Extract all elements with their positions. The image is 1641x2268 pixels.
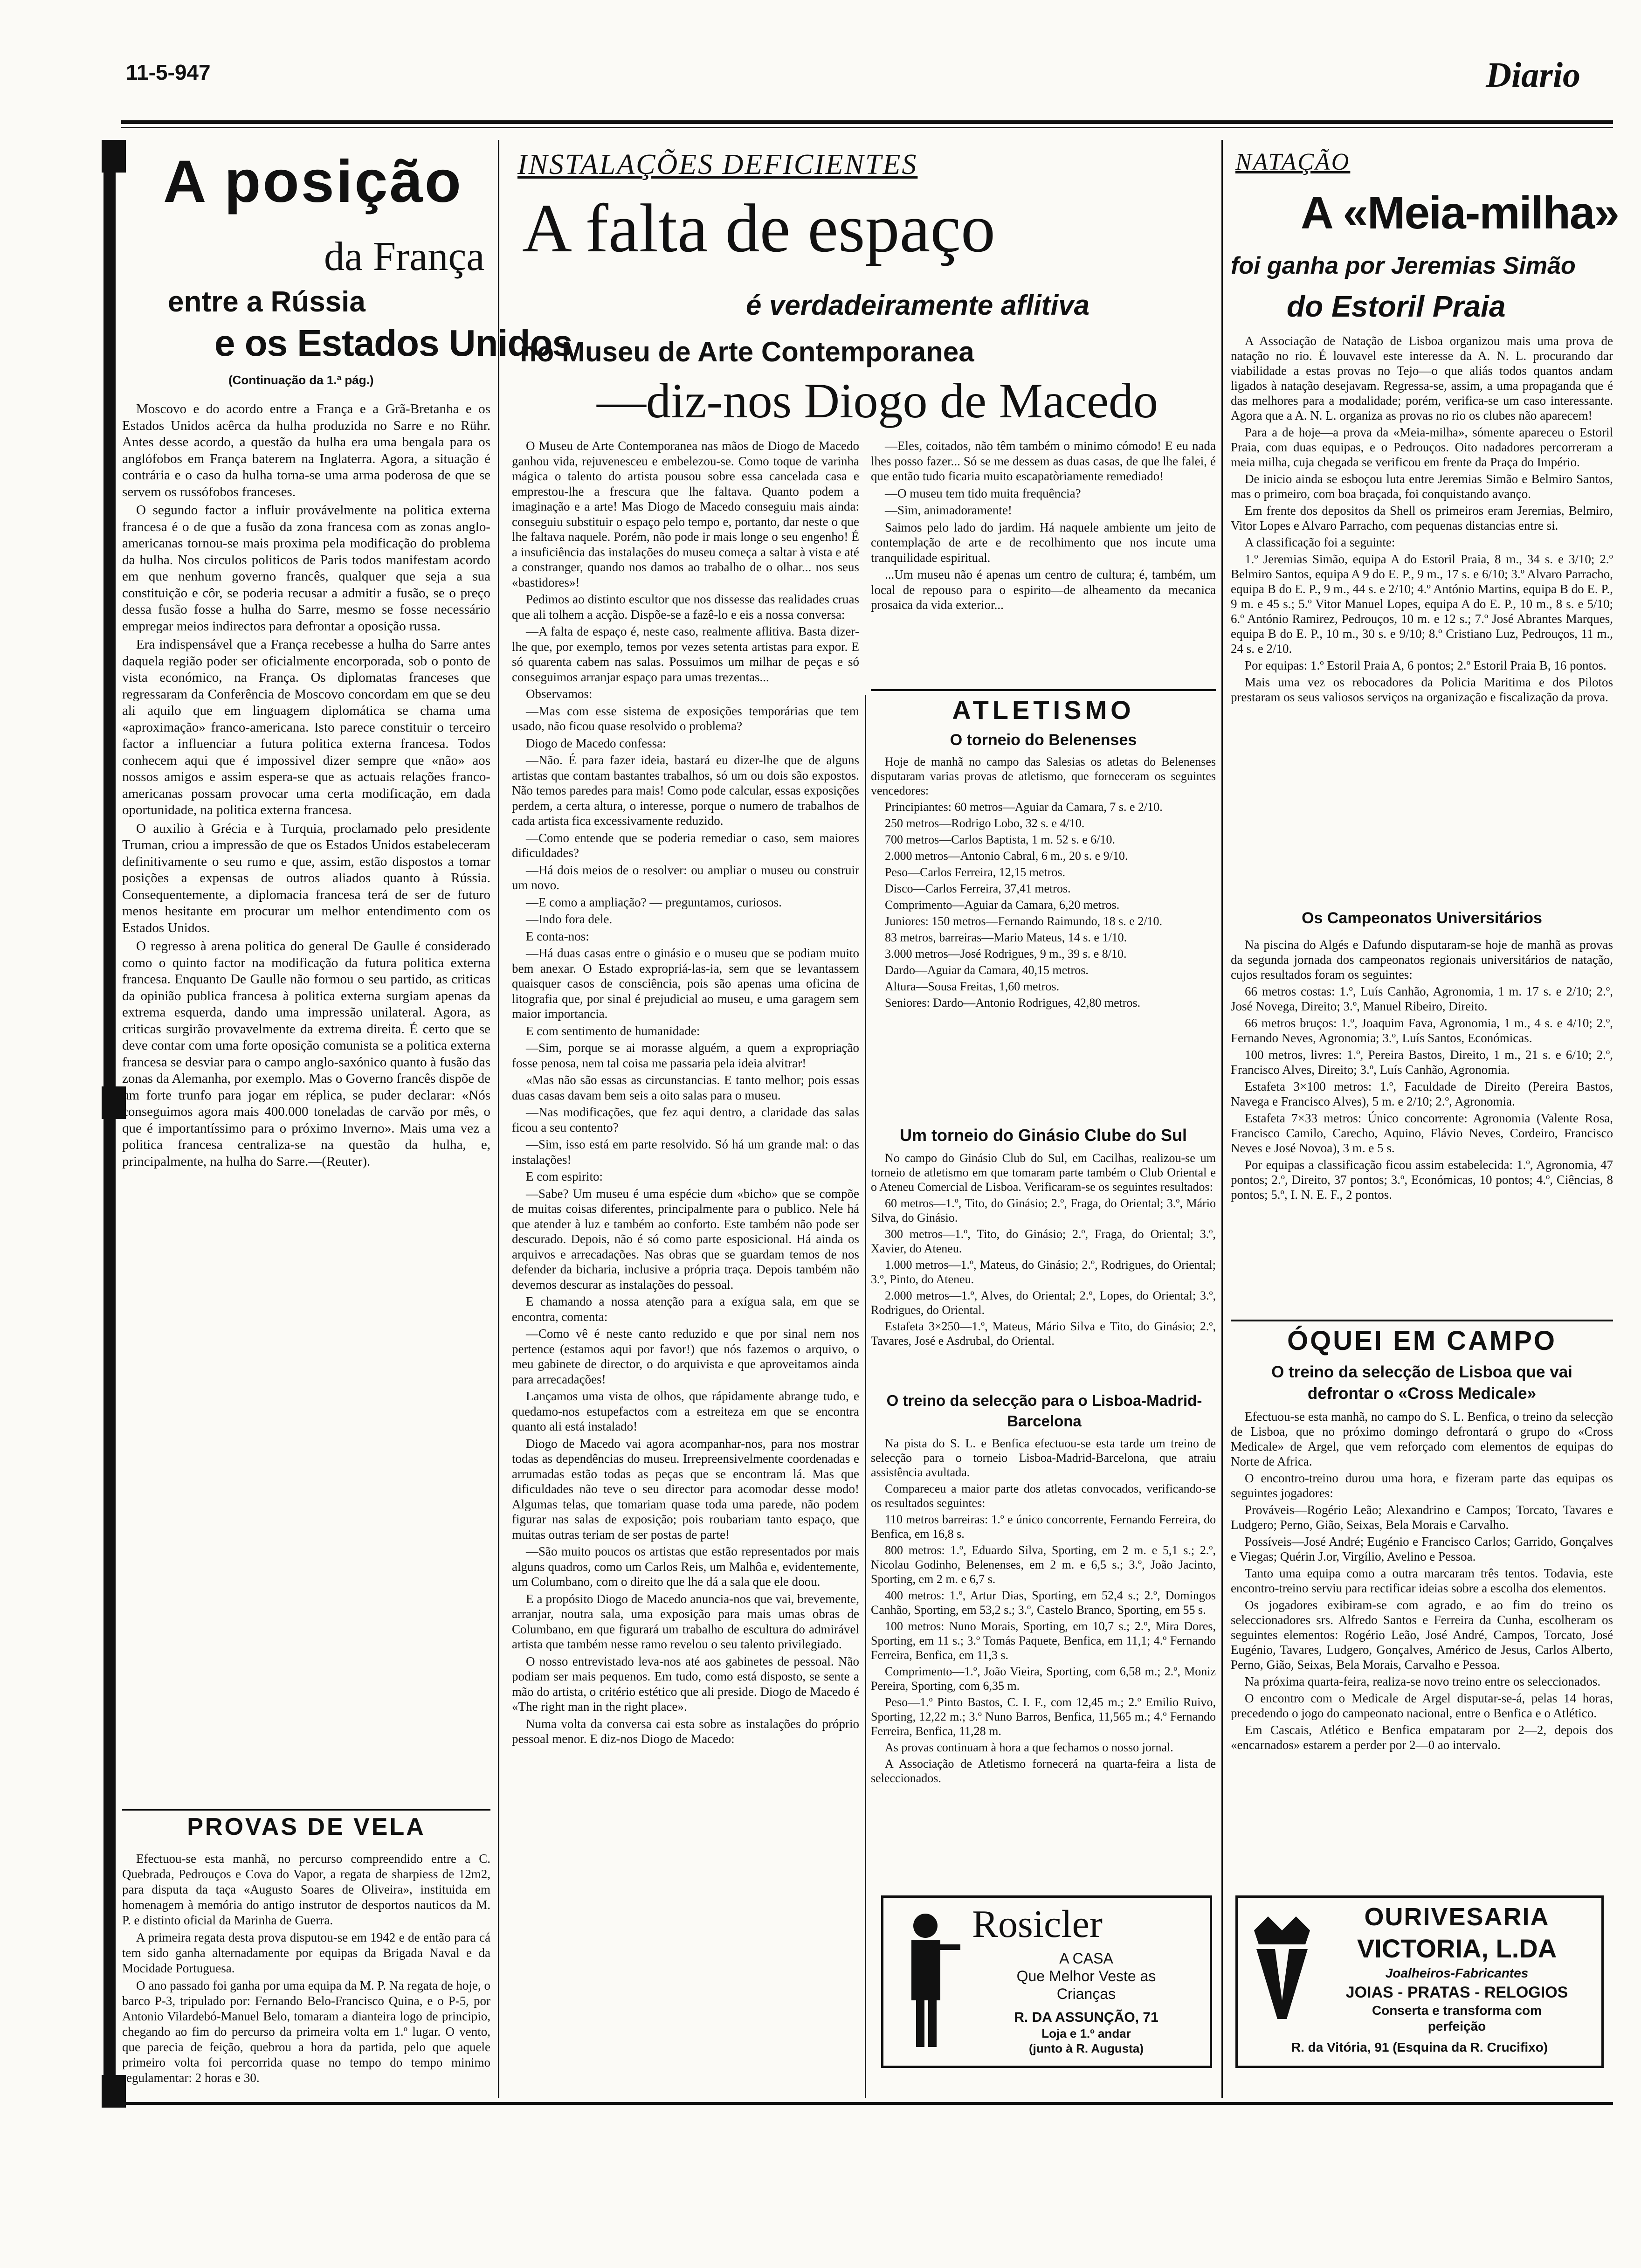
atletismo-paragraph: 3.000 metros—José Rodrigues, 9 m., 39 s. e 8/10. [885,947,1127,961]
atletismo-paragraph: Na pista do S. L. e Benfica efectuou-se esta tarde um treino de selecção para o torneio Lisboa-Madrid-Barcelona, que atraiu assistência avultada. [871,1437,1216,1479]
france-paragraph: O auxilio à Grécia e à Turquia, proclamado pelo presidente Truman, criou a impressão de que os Estados Unidos estabeleceram definitivamente o seu rumo e que, assim, estão dispostos a tomar posições a expensas de outros aliados quanto à Rússia. Consequentemente, a diplomacia francesa terá de ser de futuro menos hesitante em procurar um melhor entendimento com os Estados Unidos. [122,821,490,935]
natacao-subtitle-universitarios: Os Campeonatos Universitários [1302,909,1542,927]
atletismo-paragraph: Disco—Carlos Ferreira, 37,41 metros. [885,882,1071,895]
vela-paragraph: O ano passado foi ganha por uma equipa da M. P. Na regata de hoje, o barco P-3, tripulado por: Fernando Belo-Francisco Quina, e o P-5, por Antonio Vilardebó-Manuel Belo, tomaram a dianteira logo de principio, chegando ao fim do percurso da primeira volta em 1.º lugar. O vento, que parecia de feição, quebrou a hora da partida, pelo que aquele primeiro volta foi percorrida quase no tempo do tempo minimo regulamentar: 2 horas e 30. [122,1978,490,2085]
vela-paragraph: Efectuou-se esta manhã, no percurso compreendido entre a C. Quebrada, Pedrouços e Cova do Vapor, a regata de sharpiess de 12m2, para disputa da taça «Augusto Soares de Oliveira», instituida em homenagem à memória do antigo instrutor de desportos nauticos da M. P. e distinto oficial da Marinha de Guerra. [122,1852,490,1927]
museu-paragraph: ...Um museu não é apenas um centro de cultura; é, também, um local de repouso para o espirito—de alheamento da mecanica prosaica da vida exterior... [871,567,1216,612]
victoria-line6: perfeição [1427,2019,1486,2033]
rosicler-name: Rosicler [972,1902,1103,1946]
atletismo-paragraph: Comprimento—Aguiar da Camara, 6,20 metros. [885,898,1120,912]
natacao-paragraph: 66 metros costas: 1.º, Luís Canhão, Agronomia, 1 m. 17 s. e 2/10; 2.º, José Novega, Direito; 3.º, Manuel Ribeiro, Direito. [1231,984,1613,1013]
natacao-paragraph: Para a de hoje—a prova da «Meia-milha», sómente apareceu o Estoril Praia, com duas equipas, e o Pedrouços. Oito nadadores percorreram a meia milha, cuja chegada se verificou em frente da Praça do Império. [1231,425,1613,469]
atletismo-paragraph: Seniores: Dardo—Antonio Rodrigues, 42,80 metros. [885,996,1141,1010]
museu-paragraph: E a propósito Diogo de Macedo anuncia-nos que vai, brevemente, arranjar, noutra sala, uma exposição para mais umas obras de Columbano, em que figurará um trabalho de escultura do admirável artista que também nesse ramo revelou o seu talento privilegiado. [512,1591,859,1651]
atletismo-rule [871,689,1216,691]
victoria-line3: Joalheiros-Fabricantes [1385,1966,1529,1980]
margin-marker-top [102,140,126,173]
museu-paragraph: O nosso entrevistado leva-nos até aos gabinetes de pessoal. Não podiam ser mais pequenos. Em tudo, como está disposto, se sente a mão do artista, o critério estético que ali preside. Diogo de Macedo é «The right man in the right place». [512,1654,859,1714]
oquei-title: ÓQUEI EM CAMPO [1287,1326,1557,1356]
atletismo-paragraph: 110 metros barreiras: 1.º e único concorrente, Fernando Ferreira, do Benfica, em 16,8 s. [871,1513,1216,1541]
atletismo-paragraph: Dardo—Aguiar da Camara, 40,15 metros. [885,963,1089,977]
france-title-1: A posição [163,148,463,215]
victoria-line5: Conserta e transforma com [1372,2003,1542,2018]
top-rule [121,120,1613,124]
museu-paragraph: —Como entende que se poderia remediar o caso, sem maiores dificuldades? [512,830,859,860]
natacao-subtitle-2: do Estoril Praia [1287,290,1506,323]
atletismo-subtitle: O torneio do Belenenses [950,731,1137,749]
atletismo-paragraph: As provas continuam à hora a que fechamos o nosso jornal. [885,1741,1173,1754]
natacao-paragraph: Em frente dos depositos da Shell os primeiros eram Jeremias, Belmiro, Vitor Lopes e Alvaro Parracho, com pequenas distancias entre si. [1231,504,1613,532]
museu-paragraph: —A falta de espaço é, neste caso, realmente aflitiva. Basta dizer-lhe que, por exemplo, temos por vezes setenta artistas para expor. E só quarenta cabem nas salas. Possuimos um milhar de peças e só conseguimos arranjar espaço para umas trezentas... [512,624,859,684]
oquei-body [1231,1409,1613,1889]
top-rule-thin [121,127,1613,128]
atletismo-paragraph: 1.000 metros—1.º, Mateus, do Ginásio; 2.º, Rodrigues, do Oriental; 3.º, Pinto, do Ateneu. [871,1258,1216,1286]
masthead: Diario [1486,55,1580,95]
natacao-paragraph: De inicio ainda se esboçou luta entre Jeremias Simão e Belmiro Santos, mas o primeiro, com boa braçada, foi conquistando avanço. [1231,472,1613,501]
natacao-body [1231,333,1613,902]
tailor-figure-icon [893,1907,963,2056]
atletismo-title: ATLETISMO [952,695,1135,725]
atletismo-paragraph: Comprimento—1.º, João Vieira, Sporting, com 6,58 m.; 2.º, Moniz Pereira, Sporting, com 6,35 m. [871,1665,1216,1693]
atletismo-paragraph: 2.000 metros—Antonio Cabral, 6 m., 20 s. e 9/10. [885,849,1128,863]
museu-paragraph: —O museu tem tido muita frequência? [885,486,1081,500]
oquei-paragraph: Os jogadores exibiram-se com agrado, e ao fim do treino os seleccionadores srs. Alfredo Santos e Ferreira da Cunha, escolheram os seguintes elementos: Rogério Leão, José André, Campos, Torcato, José Eugénio, Tavares, Ludgero, Gonçalves, Américo de Jesus, Carlos Alberto, Perno, Gião, Seixas, Bela Morais, Carvalho e Pessoa. [1231,1598,1613,1672]
museu-paragraph: —Como vê é neste canto reduzido e que por sinal nem nos pertence (estamos aqui por favor!) que nós fazemos o arquivo, o meu gabinete de director, o do arquivista e que aproveitamos ainda para arrecadações! [512,1327,859,1386]
atletismo-paragraph: Peso—Carlos Ferreira, 12,15 metros. [885,865,1066,879]
france-paragraph: O segundo factor a influir provávelmente na politica externa francesa é o de que a fusão da zona francesa com as zonas anglo-americanas tornou-se mais proxima pela modificação do problema da hulha. Nos circulos politicos de Paris todos manifestam acordo em que nenhum governo francês, qualquer que seja a sua constituição e côr, se poderia recusar a admitir a fusão, se o preço dessa fusão fosse a hulha do Sarre, mesmo se fosse necessário empregar meios indirectos para defrontar a oposição russa. [122,503,490,634]
victoria-ad[interactable] [1235,1895,1604,2068]
atletismo-paragraph: Hoje de manhã no campo das Salesias os atletas do Belenenses disputaram varias provas de atletismo, que forneceram os seguintes vencedores: [871,755,1216,797]
natacao-body-2 [1231,937,1613,1310]
museu-paragraph: —Indo fora dele. [526,912,613,926]
museu-paragraph: E conta-nos: [526,929,589,943]
oquei-rule [1231,1320,1613,1321]
museu-paragraph: Diogo de Macedo vai agora acompanhar-nos, para nos mostrar todas as dependências do museu. Irrepreensivelmente coordenadas e arrumadas estão todas as peças que se encontram lá. Mas que dificuldades não teve o seu director para acomodar desse modo! Algumas telas, que tomariam quase toda uma parede, não podem figurar nas salas de exposição; pois roubariam tanto espaço, que muitas outras teriam de ser postas de parte! [512,1436,859,1542]
left-margin-bar [103,154,116,2103]
atletismo-paragraph: Juniores: 150 metros—Fernando Raimundo, 18 s. e 2/10. [885,914,1163,928]
atletismo-body-2 [871,1151,1216,1384]
oquei-paragraph: Prováveis—Rogério Leão; Alexandrino e Campos; Torcato, Tavares e Ludgero; Perno, Gião, Seixas, Bela Morais e Carvalho. [1231,1503,1613,1532]
museu-paragraph: Diogo de Macedo confessa: [526,736,666,750]
natacao-title: A «Meia-milha» [1301,187,1619,238]
atletismo-paragraph: 700 metros—Carlos Baptista, 1 m. 52 s. e 6/10. [885,833,1115,846]
rosicler-line1: A CASA [1059,1950,1113,1967]
oquei-paragraph: Possíveis—José André; Eugénio e Francisco Carlos; Garrido, Gonçalves e Viegas; Quérin J.or, Virgílio, Avelino e Pessoa. [1231,1535,1613,1563]
museu-paragraph: —E como a ampliação? — preguntamos, curiosos. [526,895,782,909]
column-rule-3 [1221,140,1223,2098]
oquei-paragraph: O encontro-treino durou uma hora, e fizeram parte das equipas os seguintes jogadores: [1231,1471,1613,1500]
atletismo-paragraph: 300 metros—1.º, Tito, do Ginásio; 2.º, Fraga, do Oriental; 3.º, Xavier, do Ateneu. [871,1227,1216,1255]
museu-paragraph: —São muito poucos os artistas que estão representados por mais alguns quadros, como um Carlos Reis, um Malhôa e, evidentemente, um Columbano, com o direito que lhe dá a sala que ele doou. [512,1544,859,1589]
museu-paragraph: —Não. É para fazer ideia, bastará eu dizer-lhe que de alguns artistas que contam bastantes trabalhos, só um ou dois são expostos. Não temos paredes para mais! Como pode calcular, essas exposições perdem, a certa altura, o interesse, porque o numero de trabalhos de cada artista fica excessivamente reduzido. [512,753,859,828]
atletismo-paragraph: 250 metros—Rodrigo Lobo, 32 s. e 4/10. [885,816,1085,830]
museu-paragraph: —Eles, coitados, não têm também o minimo cómodo! E eu nada lhes posso fazer... Só se me dessem as duas casas, de que lhe falei, é que então tudo ficaria muito escapatòriamente remediado! [871,439,1216,483]
france-body [122,401,490,1800]
natacao-paragraph: Estafeta 7×33 metros: Único concorrente: Agronomia (Valente Rosa, Francisco Camilo, Carecho, Aquino, Flávio Neves, Cordeiro, Francisco Neves e José Novoa), 3 m. e 5 s. [1231,1111,1613,1155]
natacao-paragraph: Por equipas a classificação ficou assim estabelecida: 1.º, Agronomia, 47 pontos; 2.º, Direito, 37 pontos; 3.º, Económicas, 10 pontos; 4.º, Ciências, 8 pontos; 5.º, I. N. E. F., 2 pontos. [1231,1158,1613,1202]
museu-paragraph: Lançamos uma vista de olhos, que rápidamente abrange tudo, e quedamo-nos estupefactos com a estreiteza em que se encontra quanto ali está instalado! [512,1389,859,1433]
museu-paragraph: «Mas não são essas as circunstancias. E tanto melhor; pois essas duas casas davam bem seis a oito salas para o museu. [512,1073,859,1102]
rosicler-line2: Que Melhor Veste as [1016,1968,1156,1984]
rosicler-address1: R. DA ASSUNÇÃO, 71 [1014,2010,1158,2025]
oquei-paragraph: Na próxima quarta-feira, realiza-se novo treino entre os seleccionados. [1245,1674,1601,1688]
museu-paragraph: —Sim, isso está em parte resolvido. Só há um grande mal: o das instalações! [512,1137,859,1167]
museu-paragraph: E com espirito: [526,1169,603,1183]
museu-paragraph: —Sim, porque se ai morasse alguém, a quem a expropriação fosse penosa, nem tal coisa me passaria pela ideia alvitrar! [512,1041,859,1070]
natacao-paragraph: Estafeta 3×100 metros: 1.º, Faculdade de Direito (Pereira Bastos, Navega e Francisco Alves), 5 m. e 2/10; 2.º, Agronomia. [1231,1079,1613,1108]
oquei-paragraph: Efectuou-se esta manhã, no campo do S. L. Benfica, o treino da selecção de Lisboa, que no próximo domingo defrontará o grupo do «Cross Medicale» de Argel, que vem reforçado com elementos de equipas do Norte de Africa. [1231,1410,1613,1468]
museu-paragraph: E chamando a nossa atenção para a exígua sala, em que se encontra, comenta: [512,1294,859,1324]
vela-rule [122,1809,490,1811]
rosicler-line3: Crianças [1056,1985,1116,2002]
france-title-2: da França [324,234,485,279]
museu-subtitle-2: no Museu de Arte Contemporanea [520,336,974,367]
france-title-4: e os Estados Unidos [214,322,572,364]
vela-title: PROVAS DE VELA [187,1813,426,1840]
france-title-3: entre a Rússia [168,286,365,318]
museu-paragraph: —Nas modificações, que fez aqui dentro, a claridade das salas ficou a seu contento? [512,1105,859,1134]
museu-paragraph: O Museu de Arte Contemporanea nas mãos de Diogo de Macedo ganhou vida, rejuvenesceu e embelezou-se. Como toque de varinha mágica o talento do artista pousou sobre essa cancelada casa e emprestou-lhe a frescura que lhe faltava. Quanto podem a imaginação e a arte! Mas Diogo de Macedo conseguiu mais ainda: conseguiu substituir o espaço pelo tempo e, portanto, dar neste o que lhe faltava naquele. Porém, não pode ir mais longe o seu engenho! É a insuficiência das instalações do museu começa a saltar à vista e até a constranger, quando nos damos ao trabalho de o olhar... nos seus «bastidores»! [512,439,859,589]
rosicler-ad[interactable] [881,1895,1212,2068]
bottom-rule [107,2102,1613,2105]
france-paragraph: Moscovo e do acordo entre a França e a Grã-Bretanha e os Estados Unidos acêrca da hulha produzida no Sarre e no Rühr. Antes desse acordo, a questão da hulha era uma bengala para os anglófobos em França baterem na Inglaterra. Agora, a situação é contrária e o caso da hulha torna-se uma arma poderosa de que se servem os russófobos franceses. [122,401,490,499]
natacao-paragraph: 1.º Jeremias Simão, equipa A do Estoril Praia, 8 m., 34 s. e 3/10; 2.º Belmiro Santos, equipa A 9 do E. P., 9 m., 17 s. e 6/10; 3.º Alvaro Parracho, equipa B do E. P., 9 m., 44 s. e 2/10; 4.º António Martins, equipa B do E. P., 9 m. e 45 s.; 5.º Vitor Manuel Lopes, equipa A do E. P., 10 m., 8 s. e 5/10; 6.º António Ramirez, Pedrouços, 10 m. e 12 s.; 7.º José Abrantes Marques, equipa B do E. P., 10 m., 30 s. e 9/10; 8.º Cristiano Luz, Pedrouços, 11 m., 24 s. e 2/10. [1231,552,1613,656]
museu-title: A falta de espaço [522,190,995,267]
museu-paragraph: —Mas com esse sistema de exposições temporárias que tem usado, não ficou quase resolvido o problema? [512,704,859,733]
atletismo-paragraph: Altura—Sousa Freitas, 1,60 metros. [885,980,1060,993]
oquei-paragraph: O encontro com o Medicale de Argel disputar-se-á, pelas 14 horas, precedendo o jogo do campeonato nacional, entre o Benfica e o Atlético. [1231,1691,1613,1720]
natacao-paragraph: Por equipas: 1.º Estoril Praia A, 6 pontos; 2.º Estoril Praia B, 16 pontos. [1245,658,1607,672]
vela-paragraph: A primeira regata desta prova disputou-se em 1942 e de então para cá tem sido ganha alternadamente por equipas da Brigada Naval e da Mocidade Portuguesa. [122,1930,490,1975]
france-paragraph: Era indispensável que a França recebesse a hulha do Sarre antes daquela região poder ser oficialmente encorporada, sob o ponto de vista económico, na França. Os diplomatas franceses que regressaram da Conferência de Moscovo concordam em que se deu ali aquilo que em linguagem diplomática se chama uma «aproximação» franco-americana. Isto parece constituir o terceiro factor a influenciar a futura politica externa francesa. Todos conhecem aqui que é impossivel dizer sempre que «não» aos nossos amigos e assim espera-se que as actuais relações franco-americanas possam provocar uma certa modificação, em dada oportunidade, na politica externa francesa. [122,637,490,817]
natacao-paragraph: 66 metros bruços: 1.º, Joaquim Fava, Agronomia, 1 m., 4 s. e 4/10; 2.º, Fernando Neves, Agronomia; 3.º, Luís Santos, Económicas. [1231,1016,1613,1045]
museu-paragraph: —Sim, animadoramente! [885,503,1012,517]
museu-body-col2 [871,438,1216,681]
natacao-paragraph: A classificação foi a seguinte: [1245,535,1395,549]
rosicler-address2: Loja e 1.º andar [1041,2026,1131,2040]
atletismo-paragraph: 2.000 metros—1.º, Alves, do Oriental; 2.º, Lopes, do Oriental; 3.º, Rodrigues, do Oriental. [871,1289,1216,1317]
natacao-subtitle-1: foi ganha por Jeremias Simão [1231,252,1576,279]
france-continuation: (Continuação da 1.ª pág.) [228,373,374,387]
atletismo-paragraph: 800 metros: 1.º, Eduardo Silva, Sporting, em 2 m. e 5,1 s.; 2.º, Nicolau Godinho, Belenenses, em 2 m. e 6,5 s.; 3.º, João Jacinto, Sporting, em 2 m. e 6,7 s. [871,1543,1216,1586]
atletismo-subtitle-2: Um torneio do Ginásio Clube do Sul [899,1126,1187,1145]
oquei-paragraph: Em Cascais, Atlético e Benfica empataram por 2—2, depois dos «encarnados» estarem a perder por 2—0 ao intervalo. [1231,1723,1613,1752]
rosicler-address3: (junto à R. Augusta) [1028,2041,1144,2055]
atletismo-paragraph: 400 metros: 1.º, Artur Dias, Sporting, em 52,4 s.; 2.º, Domingos Canhão, Sporting, em 53,2 s.; 3.º, Castelo Branco, Sporting, em 55 s. [871,1589,1216,1617]
atletismo-paragraph: Estafeta 3×250—1.º, Mateus, Mário Silva e Tito, do Ginásio; 2.º, Tavares, José e Asdrubal, do Oriental. [871,1320,1216,1348]
natacao-paragraph: Na piscina do Algés e Dafundo disputaram-se hoje de manhã as provas da segunda jornada dos campeonatos regionais universitários de natação, cujos resultados foram os seguintes: [1231,938,1613,982]
vela-body [122,1851,490,2094]
museu-paragraph: Pedimos ao distinto escultor que nos dissesse das realidades cruas que ali tolhem a acção. Dispõe-se a fazê-lo e eis a nossa conversa: [512,592,859,622]
france-paragraph: O regresso à arena politica do general De Gaulle é considerado como o quinto factor na modificação da futura politica externa francesa. Enquanto De Gaulle não formou o seu partido, as criticas da opinião publica francesa à politica externa surgiam apenas da extrema esquerda, dando uma impressão unilateral. Agora, as criticas surgirão provavelmente da extrema direita. É certo que se deve contar com uma forte oposição comunista se a politica externa francesa se desviar para o campo anglo-saxónico quanto à fusão das zonas da Alemanha, por exemplo. Mas o Governo francês dispõe de um forte trunfo para jogar em réplica, se puder declarar: «Nós conseguimos agora mais 400.000 toneladas de carvão por mês, o que é importantíssimo para o próximo Inverno». Mais uma vez a politica francesa centraliza-se na questão da hulha, e, principalmente, na hulha do Sarre.—(Reuter). [122,939,490,1169]
museu-paragraph: Saimos pelo lado do jardim. Há naquele ambiente um jeito de contemplação de arte e de recolhimento que nos incute uma tranquilidade espiritual. [871,520,1216,565]
victoria-line1: OURIVESARIA [1364,1903,1550,1931]
natacao-paragraph: A Associação de Natação de Lisboa organizou mais uma prova de natação no rio. É louvavel este interesse da A. N. L. procurando dar viabilidade a estas provas no Tejo—o que aliás todos quantos andam ligados à natação desejavam. Regressa-se, assim, a uma propaganda que é das melhores para a modalidade; porém, verifica-se um caso interessante. Agora que a A. N. L. organiza as provas no rio os clubes não aparecem! [1231,334,1613,422]
crown-v-logo-icon [1247,1912,1317,2024]
oquei-paragraph: Tanto uma equipa como a outra marcaram três tentos. Todavia, este encontro-treino serviu para rectificar ideias sobre a escolha dos elementos. [1231,1566,1613,1595]
atletismo-paragraph: 60 metros—1.º, Tito, do Ginásio; 2.º, Fraga, do Oriental; 3.º, Mário Silva, do Ginásio. [871,1196,1216,1224]
column-rule-2 [865,695,866,2098]
atletismo-body [871,754,1216,1118]
museu-paragraph: —Há duas casas entre o ginásio e o museu que se podiam muito bem anexar. O Estado expropriá-las-ia, sem que se levantassem quaisquer casos de consciência, pois são apenas uma oficina de litografia que, por sinal é prejudicial ao museu, e uma garagem sem maior importancia. [512,946,859,1021]
museu-kicker: INSTALAÇÕES DEFICIENTES [517,149,918,180]
atletismo-paragraph: A Associação de Atletismo fornecerá na quarta-feira a lista de seleccionados. [871,1757,1216,1785]
atletismo-paragraph: 100 metros: Nuno Morais, Sporting, em 10,7 s.; 2.º, Mira Dores, Sporting, em 11 s.; 3.º Tomás Paquete, Benfica, em 11,1; 4.º Fernando Ferreira, Benfica, em 11,3 s. [871,1619,1216,1662]
museu-paragraph: —Sabe? Um museu é uma espécie dum «bicho» que se compõe de muitas coisas diferentes, principalmente para o publico. Nele há que atender à luz e também ao conforto. Este também não pode ser descurado. Depois, não é só como parte esposicional. Há ainda os arquivos e arrecadações. Nas obras que se guardam temos de nos defender da bicharia, inclusive a própria traça. Depois também não devemos descurar as instalações do pessoal. [512,1186,859,1292]
atletismo-paragraph: Principiantes: 60 metros—Aguiar da Camara, 7 s. e 2/10. [885,800,1163,814]
atletismo-paragraph: No campo do Ginásio Club do Sul, em Cacilhas, realizou-se um torneio de atletismo em que tomaram parte também o Club Oriental e o Ateneu Comercial de Lisboa. Verificaram-se os seguintes resultados: [871,1151,1216,1194]
museu-body-col1 [512,438,859,2098]
atletismo-paragraph: 83 metros, barreiras—Mario Mateus, 14 s. e 1/10. [885,931,1127,944]
atletismo-paragraph: Peso—1.º Pinto Bastos, C. I. F., com 12,45 m.; 2.º Emilio Ruivo, Sporting, 12,22 m.; 3.º Nuno Barros, Benfica, 11,565 m.; 4.º Fernando Ferreira, Benfica, 11,28 m. [871,1695,1216,1738]
victoria-address: R. da Vitória, 91 (Esquina da R. Crucifixo) [1291,2040,1548,2054]
natacao-kicker: NATAÇÃO [1235,149,1351,175]
page-date: 11-5-947 [126,60,211,84]
museu-subtitle-3: —diz-nos Diogo de Macedo [597,373,1158,428]
column-rule-1 [498,140,499,2098]
victoria-line2: VICTORIA, L.DA [1357,1934,1557,1963]
museu-paragraph: E com sentimento de humanidade: [526,1023,700,1038]
museu-paragraph: Observamos: [526,687,593,701]
oquei-subtitle: O treino da selecção de Lisboa que vai defrontar o «Cross Medicale» [1271,1363,1572,1403]
victoria-line4: JOIAS - PRATAS - RELOGIOS [1345,1984,1568,2001]
museu-paragraph: —Há dois meios de o resolver: ou ampliar o museu ou construir um novo. [512,863,859,892]
atletismo-subtitle-3: O treino da selecção para o Lisboa-Madrid-Barcelona [886,1392,1202,1430]
atletismo-paragraph: Compareceu a maior parte dos atletas convocados, verificando-se os resultados seguintes: [871,1482,1216,1510]
museu-subtitle-1: é verdadeiramente aflitiva [746,290,1090,321]
atletismo-body-3 [871,1436,1216,1884]
natacao-paragraph: 100 metros, livres: 1.º, Pereira Bastos, Direito, 1 m., 21 s. e 6/10; 2.º, Francisco Alves, Direito; 3.º, Luís Canhão, Agronomia. [1231,1048,1613,1077]
natacao-paragraph: Mais uma vez os rebocadores da Policia Maritima e dos Pilotos prestaram os seus valiosos serviços na organização e fiscalização da prova. [1231,675,1613,704]
museu-paragraph: Numa volta da conversa cai esta sobre as instalações do próprio pessoal menor. E diz-nos Diogo de Macedo: [512,1716,859,1746]
